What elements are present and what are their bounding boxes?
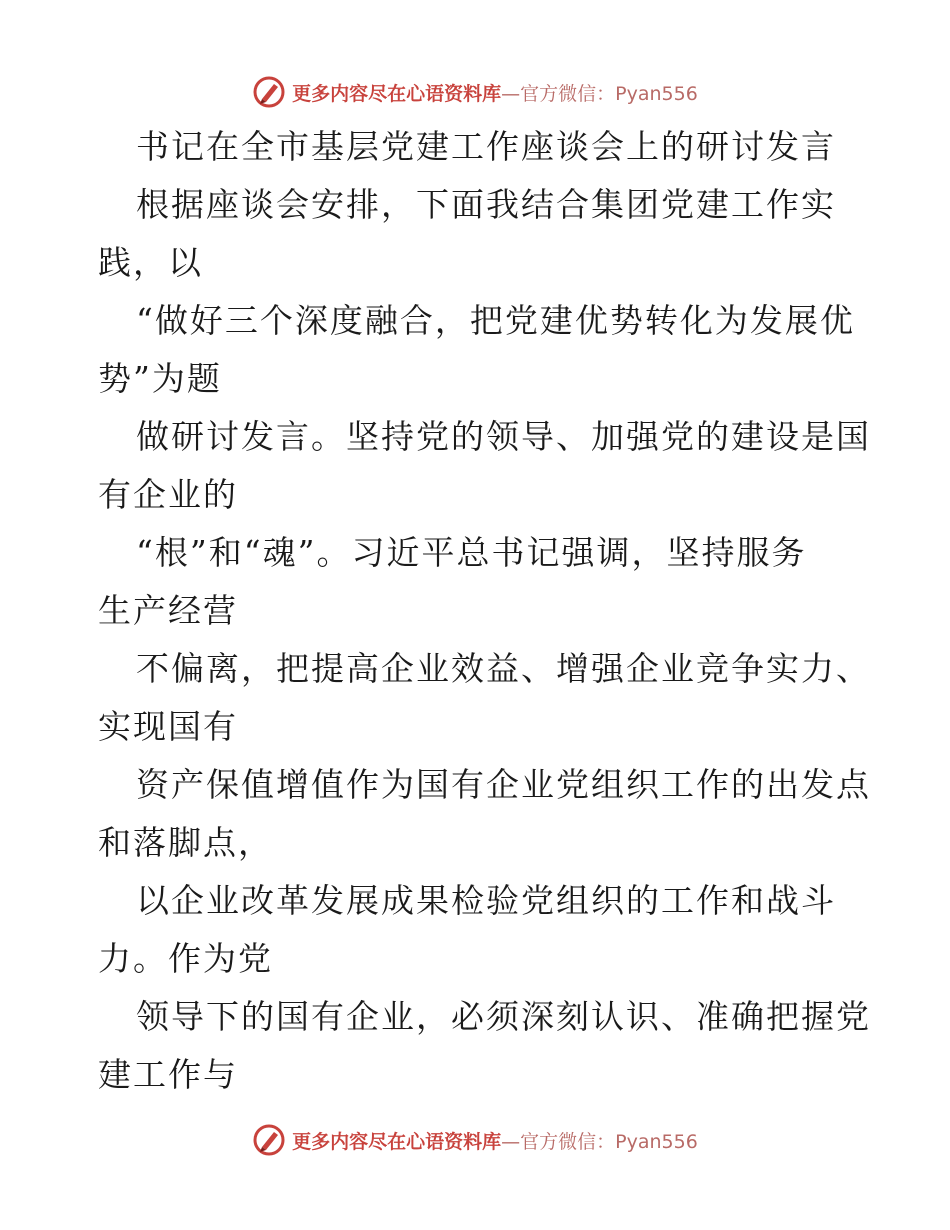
header-banner-text	[292, 79, 698, 106]
document-line: “做好三个深度融合，把党建优势转化为发展优	[136, 301, 855, 340]
header-banner	[0, 72, 950, 112]
document-line: 和落脚点，	[98, 823, 273, 862]
footer-banner-rest: —官方微信：Pyan556	[501, 1130, 698, 1153]
document-line: 书记在全市基层党建工作座谈会上的研讨发言	[136, 127, 836, 166]
footer-banner	[0, 1120, 950, 1160]
document-line: 建工作与	[98, 1055, 238, 1094]
header-banner-main: 更多内容尽在心语资料库	[292, 82, 502, 105]
document-line: 资产保值增值作为国有企业党组织工作的出发点	[136, 765, 871, 804]
document-line: 生产经营	[98, 591, 238, 630]
pen-logo-icon	[252, 75, 286, 109]
document-line: “根”和“魂”。习近平总书记强调，坚持服务	[136, 533, 807, 572]
document-line: 有企业的	[98, 475, 238, 514]
pen-logo-icon	[252, 1123, 286, 1157]
document-line: 实现国有	[98, 707, 238, 746]
document-line: 践，以	[98, 243, 203, 282]
document-line: 做研讨发言。坚持党的领导、加强党的建设是国	[136, 417, 871, 456]
document-line: 领导下的国有企业，必须深刻认识、准确把握党	[136, 997, 871, 1036]
header-banner-rest: —官方微信：Pyan556	[501, 82, 698, 105]
document-body	[98, 118, 871, 1104]
document-line: 不偏离，把提高企业效益、增强企业竞争实力、	[136, 649, 871, 688]
footer-banner-main: 更多内容尽在心语资料库	[292, 1130, 502, 1153]
document-line: 力。作为党	[98, 939, 273, 978]
footer-banner-text	[292, 1127, 698, 1154]
document-line: 势”为题	[98, 359, 222, 398]
document-line: 以企业改革发展成果检验党组织的工作和战斗	[136, 881, 836, 920]
document-line: 根据座谈会安排，下面我结合集团党建工作实	[136, 185, 836, 224]
